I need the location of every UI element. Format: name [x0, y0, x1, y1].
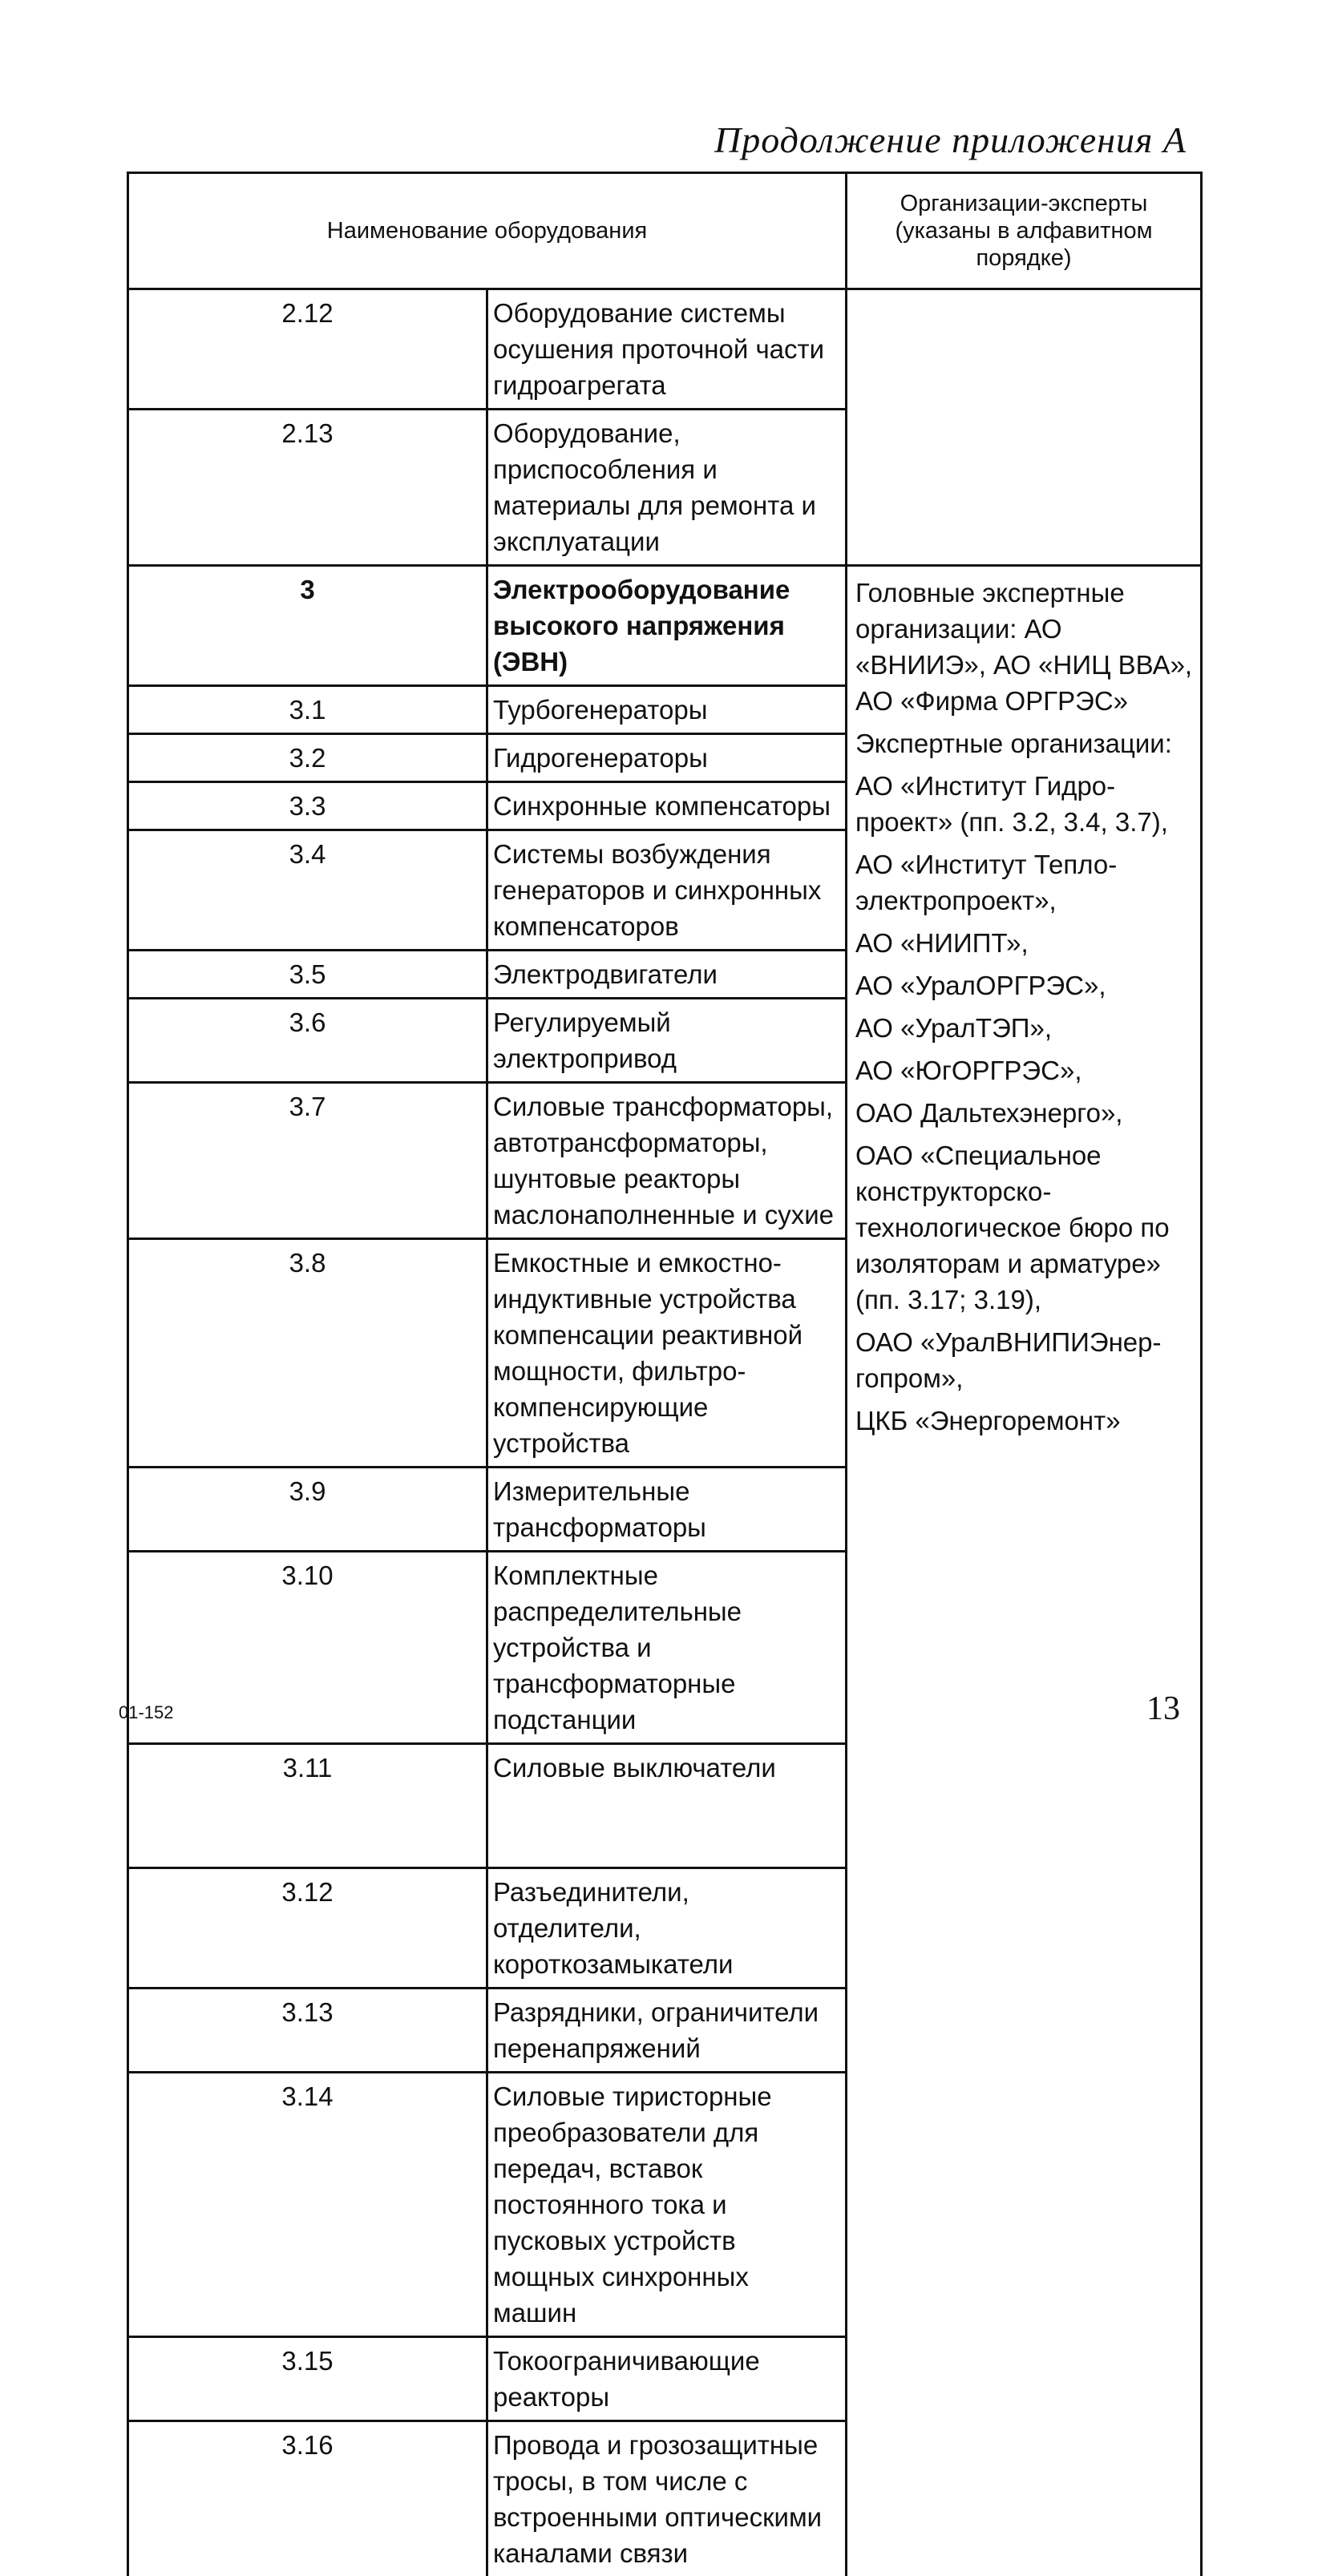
row-equipment-name: Емкостные и емкостно-индуктивные устройства компенсации реактивной мощности, фильтро-компенсирующие устройства	[487, 1239, 847, 1468]
row-number: 3.4	[128, 830, 487, 951]
experts-list-cell	[847, 566, 1202, 2576]
row-number: 2.13	[128, 410, 487, 566]
expert-organization: ОАО «УралВНИПИЭнер-гопром»,	[855, 1324, 1194, 1396]
table-section-row	[128, 566, 1202, 686]
expert-organization: ОАО Дальтехэнерго»,	[855, 1095, 1194, 1131]
column-header-equipment: Наименование оборудования	[128, 173, 847, 289]
equipment-table	[127, 172, 1203, 2576]
expert-lead-organizations: Головные экспертные организации: АО «ВНИИЭ», АО «НИЦ ВВА», АО «Фирма ОРГРЭС»	[855, 575, 1194, 719]
row-number: 3.11	[128, 1744, 487, 1868]
expert-organization: ЦКБ «Энергоремонт»	[855, 1403, 1194, 1439]
expert-organization: АО «Институт Тепло-электропроект»,	[855, 846, 1194, 919]
row-equipment-name: Турбогенераторы	[487, 686, 847, 734]
expert-organization: АО «НИИПТ»,	[855, 925, 1194, 961]
row-number: 3.7	[128, 1083, 487, 1239]
row-number: 3.15	[128, 2337, 487, 2421]
page-number: 13	[1106, 1690, 1180, 1728]
page-header-title: Продолжение приложения А	[657, 119, 1187, 161]
row-number: 3.6	[128, 999, 487, 1083]
row-equipment-name: Силовые тиристорные преобразователи для передач, вставок постоянного тока и пусковых устройств мощных синхронных машин	[487, 2073, 847, 2337]
row-equipment-name: Измерительные трансформаторы	[487, 1468, 847, 1552]
row-number: 3.14	[128, 2073, 487, 2337]
row-equipment-name: Синхронные компенсаторы	[487, 782, 847, 830]
experts-cell-empty	[847, 289, 1202, 566]
row-equipment-name: Электродвигатели	[487, 951, 847, 999]
row-equipment-name: Разъединители, отделители, короткозамыкатели	[487, 1868, 847, 1989]
expert-organizations-heading: Экспертные организации:	[855, 725, 1194, 761]
row-equipment-name: Оборудование, приспособления и материалы для ремонта и эксплуатации	[487, 410, 847, 566]
document-code: 01-152	[119, 1702, 174, 1723]
expert-organization: АО «УралОРГРЭС»,	[855, 967, 1194, 1003]
row-number: 3.12	[128, 1868, 487, 1989]
row-equipment-name: Токоограничивающие реакторы	[487, 2337, 847, 2421]
section-title: Электрооборудование высокого напряжения (ЭВН)	[487, 566, 847, 686]
row-number: 3.16	[128, 2421, 487, 2576]
row-number: 3.2	[128, 734, 487, 782]
column-header-experts: Организации-эксперты (указаны в алфавитном порядке)	[847, 173, 1202, 289]
row-number: 3.10	[128, 1552, 487, 1744]
row-number: 3.13	[128, 1989, 487, 2073]
row-equipment-name: Системы возбуждения генераторов и синхронных компенсаторов	[487, 830, 847, 951]
row-equipment-name: Гидрогенераторы	[487, 734, 847, 782]
row-number: 3.3	[128, 782, 487, 830]
row-number: 3.1	[128, 686, 487, 734]
row-equipment-name: Регулируемый электропривод	[487, 999, 847, 1083]
row-equipment-name: Комплектные распределительные устройства и трансформаторные подстанции	[487, 1552, 847, 1744]
table-header-row	[128, 173, 1202, 289]
row-equipment-name: Провода и грозозащитные тросы, в том числе с встроенными оптическими каналами связи	[487, 2421, 847, 2576]
expert-organization: АО «УралТЭП»,	[855, 1010, 1194, 1046]
row-number: 2.12	[128, 289, 487, 410]
row-equipment-name: Разрядники, ограничители перенапряжений	[487, 1989, 847, 2073]
row-equipment-name: Силовые выключатели	[487, 1744, 847, 1868]
row-number: 3.9	[128, 1468, 487, 1552]
row-number: 3.8	[128, 1239, 487, 1468]
section-number: 3	[128, 566, 487, 686]
row-equipment-name: Силовые трансформаторы, автотрансформаторы, шунтовые реакторы маслонаполненные и сухие	[487, 1083, 847, 1239]
row-equipment-name: Оборудование системы осушения проточной части гидроагрегата	[487, 289, 847, 410]
table-row	[128, 289, 1202, 410]
expert-organization: ОАО «Специальное конструкторско-технологическое бюро по изоляторам и арматуре» (пп. 3.17; 3.19),	[855, 1137, 1194, 1318]
expert-organization: АО «Институт Гидро-проект» (пп. 3.2, 3.4, 3.7),	[855, 768, 1194, 840]
row-number: 3.5	[128, 951, 487, 999]
expert-organization: АО «ЮгОРГРЭС»,	[855, 1052, 1194, 1088]
